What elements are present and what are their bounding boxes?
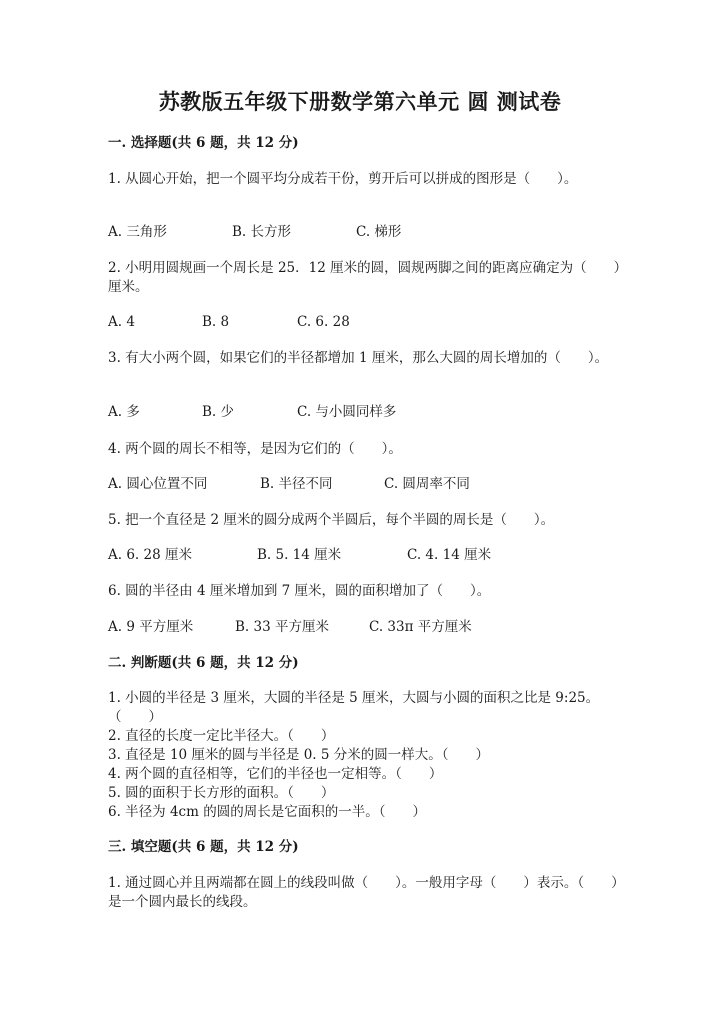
section1-heading: 一. 选择题(共 6 题，共 12 分) bbox=[108, 135, 299, 151]
question-stem: 4. 两个圆的周长不相等，是因为它们的（ ）。 bbox=[108, 441, 402, 457]
question-stem: 3. 有大小两个圆，如果它们的半径都增加 1 厘米，那么大圆的周长增加的（ ）。 bbox=[108, 350, 609, 366]
fill-item: 1. 通过圆心并且两端都在圆上的线段叫做（ ）。一般用字母（ ）表示。（ ）是一个圆内最长的线段。 bbox=[108, 875, 625, 910]
option-b: B. 33 平方厘米 bbox=[235, 619, 329, 635]
judge-item: 4. 两个圆的直径相等，它们的半径也一定相等。（ ） bbox=[108, 766, 443, 782]
option-a: A. 6. 28 厘米 bbox=[108, 547, 192, 563]
section2-heading: 二. 判断题(共 6 题，共 12 分) bbox=[108, 655, 299, 671]
option-c: C. 33π 平方厘米 bbox=[369, 619, 472, 635]
question-stem: 5. 把一个直径是 2 厘米的圆分成两个半圆后，每个半圆的周长是（ ）。 bbox=[108, 512, 555, 528]
option-b: B. 8 bbox=[202, 314, 230, 330]
option-b: B. 少 bbox=[202, 404, 235, 420]
option-b: B. 5. 14 厘米 bbox=[257, 547, 342, 563]
option-b: B. 半径不同 bbox=[260, 476, 333, 492]
option-a: A. 9 平方厘米 bbox=[108, 619, 194, 635]
page-title: 苏教版五年级下册数学第六单元 圆 测试卷 bbox=[158, 89, 562, 114]
option-a: A. 圆心位置不同 bbox=[108, 476, 208, 492]
judge-item: 6. 半径为 4cm 的圆的周长是它面积的一半。（ ） bbox=[108, 804, 426, 820]
option-c: C. 与小圆同样多 bbox=[297, 404, 397, 420]
option-c: C. 圆周率不同 bbox=[384, 476, 470, 492]
judge-item: 1. 小圆的半径是 3 厘米，大圆的半径是 5 厘米，大圆与小圆的面积之比是 9:25。（ ） bbox=[108, 690, 600, 725]
question-stem: 6. 圆的半径由 4 厘米增加到 7 厘米，圆的面积增加了（ ）。 bbox=[108, 583, 491, 599]
option-a: A. 4 bbox=[108, 314, 135, 330]
option-c: C. 6. 28 bbox=[297, 314, 350, 330]
option-a: A. 三角形 bbox=[108, 224, 167, 240]
question-stem: 1. 从圆心开始，把一个圆平均分成若干份，剪开后可以拼成的图形是（ ）。 bbox=[108, 171, 578, 187]
option-a: A. 多 bbox=[108, 404, 140, 420]
question-stem: 2. 小明用圆规画一个周长是 25．12 厘米的圆，圆规两脚之间的距离应确定为（ ）厘米。 bbox=[108, 260, 628, 295]
judge-item: 2. 直径的长度一定比半径大。（ ） bbox=[108, 728, 335, 744]
option-b: B. 长方形 bbox=[232, 224, 292, 240]
option-c: C. 4. 14 厘米 bbox=[407, 547, 492, 563]
judge-item: 3. 直径是 10 厘米的圆与半径是 0. 5 分米的圆一样大。（ ） bbox=[108, 747, 490, 763]
judge-item: 5. 圆的面积于长方形的面积。（ ） bbox=[108, 785, 335, 801]
option-c: C. 梯形 bbox=[356, 224, 402, 240]
section3-heading: 三. 填空题(共 6 题，共 12 分) bbox=[108, 839, 299, 855]
